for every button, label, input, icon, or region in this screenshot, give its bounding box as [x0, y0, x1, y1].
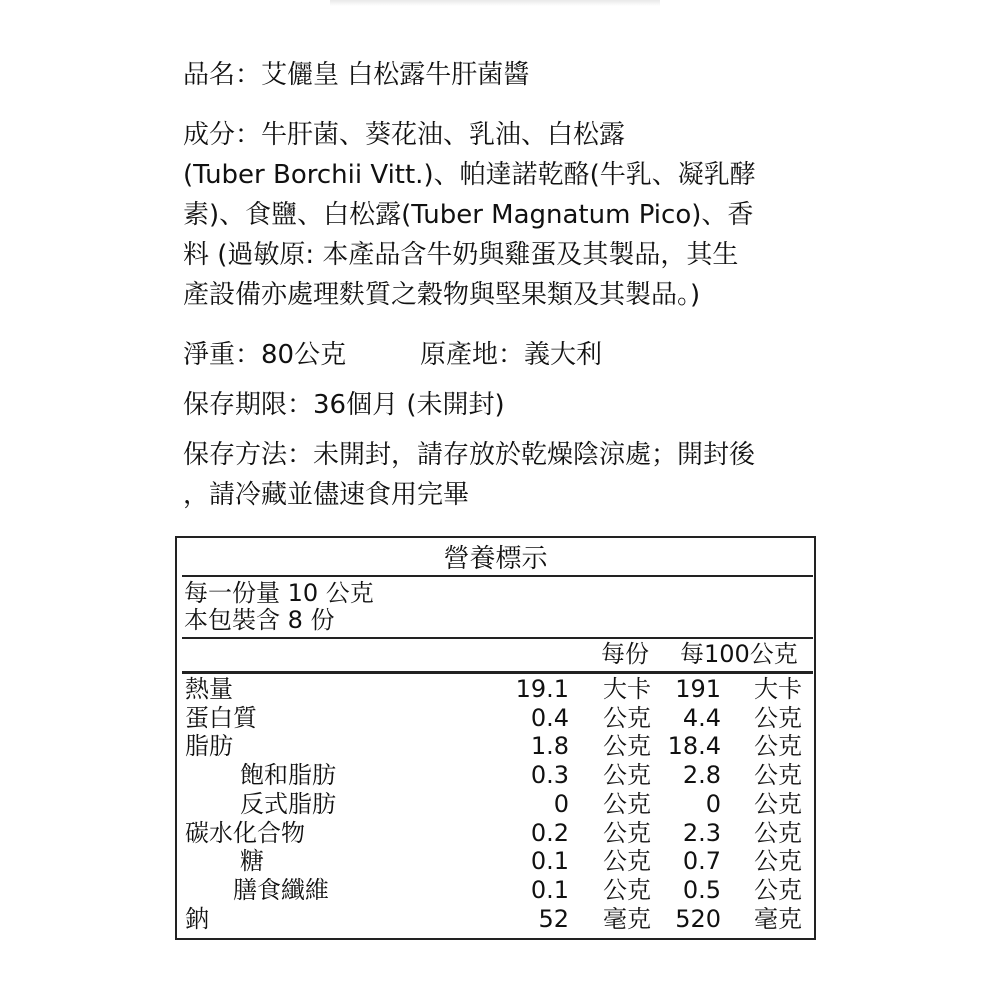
- nutrition-row: [177, 847, 814, 876]
- serving-size: 每一份量 10 公克: [184, 579, 374, 607]
- per-100g-unit: 公克: [754, 732, 802, 761]
- per-serving-unit: 公克: [603, 703, 651, 732]
- per-100g-unit: 公克: [754, 818, 802, 847]
- per-serving-value: 0.3: [530, 761, 569, 790]
- ingredients-line-2: (Tuber Borchii Vitt.)、帕達諾乾酪(牛乳、凝乳酵: [183, 160, 756, 190]
- nutrient-name: 蛋白質: [185, 703, 257, 732]
- divider: [182, 637, 813, 639]
- per-serving-unit: 公克: [603, 732, 651, 761]
- per-serving-value: 1.8: [530, 732, 569, 761]
- per-serving-unit: 公克: [603, 789, 651, 818]
- per-serving-unit: 公克: [603, 761, 651, 790]
- nutrient-name: 糖: [240, 847, 264, 876]
- per-100g-unit: 公克: [754, 847, 802, 876]
- per-serving-unit: 大卡: [603, 675, 651, 703]
- nutrition-row: [177, 732, 814, 761]
- nutrition-panel: [175, 536, 816, 940]
- per-100g-unit: 公克: [754, 875, 802, 904]
- column-header-per-100g: 每100公克: [680, 640, 798, 668]
- per-serving-value: 19.1: [515, 675, 569, 703]
- per-serving-unit: 毫克: [603, 904, 651, 933]
- divider: [182, 575, 813, 577]
- shelf-life: 保存期限：36個月 (未開封): [183, 390, 505, 420]
- nutrient-name: 碳水化合物: [185, 818, 305, 847]
- per-serving-unit: 公克: [603, 847, 651, 876]
- per-100g-unit: 毫克: [754, 904, 802, 933]
- per-serving-unit: 公克: [603, 875, 651, 904]
- divider: [182, 671, 813, 674]
- per-serving-value: 0.4: [530, 703, 569, 732]
- per-100g-unit: 公克: [754, 703, 802, 732]
- net-weight: 淨重：80公克: [183, 340, 347, 370]
- top-shadow: [330, 0, 660, 6]
- origin: 原產地：義大利: [420, 340, 603, 370]
- nutrient-name: 膳食纖維: [233, 875, 329, 904]
- per-serving-unit: 公克: [603, 818, 651, 847]
- storage-line-1: 保存方法：未開封，請存放於乾燥陰涼處；開封後: [183, 440, 756, 470]
- per-100g-value: 520: [675, 904, 721, 933]
- ingredients-line-3: 素)、食鹽、白松露(Tuber Magnatum Pico)、香: [183, 200, 754, 230]
- nutrient-name: 熱量: [185, 675, 233, 703]
- per-serving-value: 0.1: [530, 875, 569, 904]
- per-100g-value: 4.4: [682, 703, 721, 732]
- nutrition-row: [177, 675, 814, 704]
- per-100g-value: 18.4: [667, 732, 721, 761]
- nutrition-row: [177, 876, 814, 905]
- nutrient-name: 反式脂肪: [240, 789, 336, 818]
- per-100g-value: 0.5: [682, 875, 721, 904]
- column-header-per-serving: 每份: [601, 640, 649, 668]
- nutrition-title: 營養標示: [443, 544, 548, 574]
- nutrient-name: 飽和脂肪: [240, 761, 336, 790]
- per-serving-value: 0.1: [530, 847, 569, 876]
- per-100g-unit: 大卡: [754, 675, 802, 703]
- storage-line-2: ，請冷藏並儘速食用完畢: [183, 480, 470, 510]
- nutrition-row: [177, 761, 814, 790]
- per-serving-value: 52: [538, 904, 569, 933]
- per-100g-unit: 公克: [754, 789, 802, 818]
- per-100g-value: 0: [705, 789, 721, 818]
- nutrition-row: [177, 905, 814, 934]
- product-name: 品名：艾儷皇 白松露牛肝菌醬: [183, 60, 530, 90]
- nutrient-name: 脂肪: [185, 732, 233, 761]
- ingredients-line-5: 產設備亦處理麩質之穀物與堅果類及其製品。): [183, 280, 701, 310]
- ingredients-line-4: 料 (過敏原: 本產品含牛奶與雞蛋及其製品，其生: [183, 240, 739, 270]
- per-100g-unit: 公克: [754, 761, 802, 790]
- ingredients-line-1: 成分：牛肝菌、葵花油、乳油、白松露: [183, 120, 626, 150]
- nutrition-row: [177, 819, 814, 848]
- nutrition-row: [177, 704, 814, 733]
- per-100g-value: 2.8: [682, 761, 721, 790]
- per-100g-value: 191: [675, 675, 721, 703]
- servings-per-pack: 本包裝含 8 份: [184, 606, 335, 634]
- per-100g-value: 2.3: [682, 818, 721, 847]
- nutrient-name: 鈉: [185, 904, 209, 933]
- per-serving-value: 0.2: [530, 818, 569, 847]
- per-100g-value: 0.7: [682, 847, 721, 876]
- nutrition-row: [177, 790, 814, 819]
- per-serving-value: 0: [553, 789, 569, 818]
